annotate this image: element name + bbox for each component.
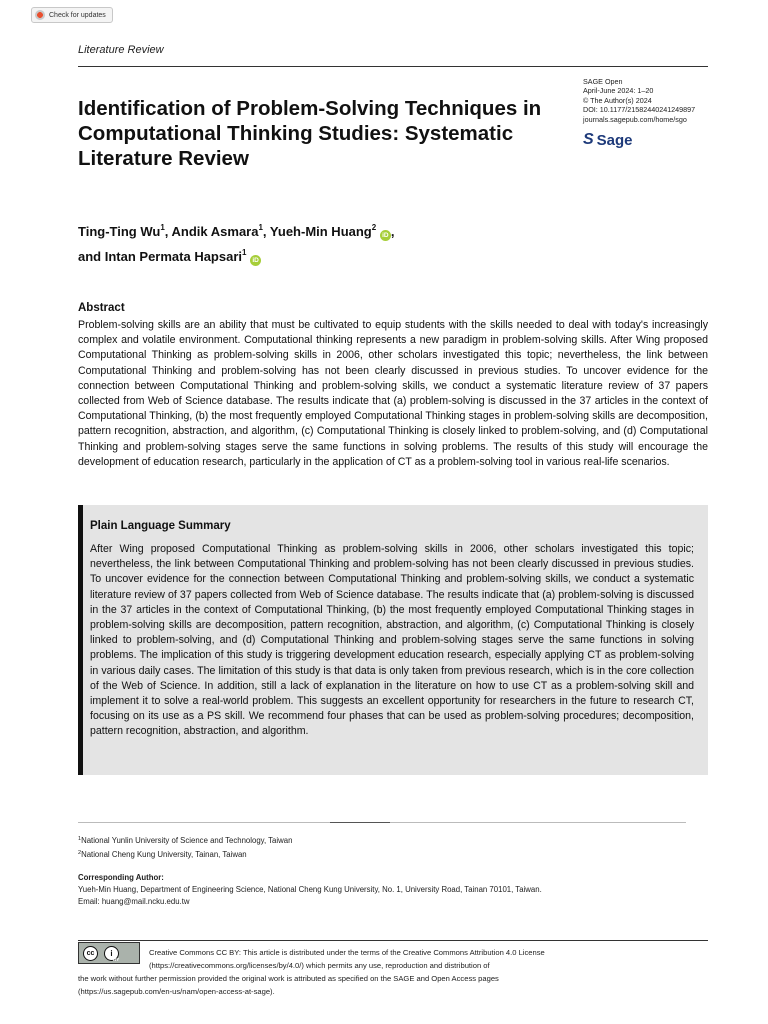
journal-doi[interactable]: DOI: 10.1177/21582440241249897	[583, 105, 696, 115]
license-link[interactable]: (https://us.sagepub.com/en-us/nam/open-access-at-sage).	[78, 987, 275, 996]
author-separator: ,	[262, 224, 270, 239]
author-separator: ,	[390, 224, 395, 239]
affiliation-item	[78, 833, 292, 847]
license-link[interactable]: (https://creativecommons.org/licenses/by/4.0/) which permits any use, reproduction and distribution of	[149, 961, 490, 970]
by-label: BY	[113, 957, 120, 962]
footnote-divider-accent	[330, 822, 390, 823]
sage-logo	[583, 131, 633, 149]
license-line: the work without further permission provided the original work is attributed as specified on the SAGE and Open Access pages	[78, 974, 499, 983]
author-affiliation-marker: 2	[371, 223, 377, 232]
journal-info	[583, 77, 695, 124]
author-conjunction: and	[78, 249, 105, 264]
sage-s-icon: S	[583, 131, 594, 148]
paper-title: Identification of Problem-Solving Techniques in Computational Thinking Studies: Systematic Literature Review	[78, 97, 542, 170]
author-separator: ,	[164, 224, 172, 239]
plain-language-summary-heading: Plain Language Summary	[90, 520, 231, 532]
orcid-icon[interactable]: iD	[380, 230, 391, 241]
corresponding-author-label: Corresponding Author:	[78, 873, 164, 882]
affiliation-item	[78, 847, 292, 861]
header-divider	[78, 66, 708, 67]
license-text	[78, 946, 708, 998]
corresponding-author-email[interactable]: Email: huang@mail.ncku.edu.tw	[78, 897, 190, 907]
author-name: Ting-Ting Wu	[78, 224, 161, 239]
author-name: Intan Permata Hapsari	[104, 249, 243, 264]
creative-commons-icon: cc	[83, 946, 98, 961]
check-for-updates-button[interactable]	[31, 7, 113, 23]
journal-issue: April-June 2024: 1–20	[583, 86, 654, 96]
article-type-label: Literature Review	[78, 44, 164, 56]
license-divider	[78, 940, 708, 941]
author-list	[78, 217, 498, 267]
journal-name: SAGE Open	[583, 77, 623, 86]
journal-url[interactable]: journals.sagepub.com/home/sgo	[583, 114, 687, 124]
orcid-icon[interactable]: iD	[250, 255, 261, 266]
author-affiliation-marker: 1	[258, 223, 263, 232]
author-affiliation-marker: 1	[242, 248, 247, 257]
affiliation-text: National Cheng Kung University, Tainan, Taiwan	[81, 850, 247, 860]
crossmark-icon	[35, 10, 45, 20]
sage-logo-text: Sage	[596, 131, 633, 149]
attribution-person-icon: i	[104, 946, 119, 961]
author-affiliation-marker: 1	[160, 223, 165, 232]
author-name: Andik Asmara	[171, 224, 259, 239]
corresponding-author-address: Yueh-Min Huang, Department of Engineering Science, National Cheng Kung University, No. 1, University Road, Tainan 70101, Taiwan.	[78, 885, 542, 895]
affiliation-text: National Yunlin University of Science and Technology, Taiwan	[81, 836, 293, 845]
check-for-updates-label: Check for updates	[49, 11, 106, 19]
plain-language-summary-body: After Wing proposed Computational Thinking as problem-solving skills in 2006, other scholars investigated this topic; nevertheless, the link between Computational Thinking and problem-solving has not been clearly discussed in previous studies. To uncover evidence for the connection between Computational Thinking and problem-solving skills, we conduct a systematic literature review of 37 papers collected from Web of Science database. The results indicate that (a) problem-solving is discussed in the 37 articles in the context of Computational Thinking, (b) the most frequently employed Computational Thinking stages in problem-solving skills are decomposition, pattern recognition, abstraction, and algorithm, (c) Computational Thinking is closely linked to problem-solving, and (d) Computational Thinking and problem-solving stages serve the same functions in solving problems. The implication of this study is triggering development education research, especially applying CT as problem-solving in various daily cases. The limitation of this study is that data is only taken from previous research, which is in the core collection of the Web of Science. In addition, still a lack of explanation in the literature on how to use CT as a problem-solving skill and implement it to solve a real-world problem. This suggests an excellent opportunity for researchers in the future to research CT, focusing on its use as a PS skill. We recommend four phases that can be used as problem-solving procedures; decomposition, pattern recognition, abstraction, and algorithm.	[90, 543, 694, 738]
corresponding-author	[78, 872, 542, 909]
author-name: Yueh-Min Huang	[269, 224, 372, 239]
abstract-heading: Abstract	[78, 302, 125, 314]
affiliations	[78, 833, 292, 862]
affiliation-number: 2	[78, 850, 82, 857]
abstract-body: Problem-solving skills are an ability that must be cultivated to equip students with the skills needed to deal with today's increasingly complex and volatile environment. Computational thinking represents a new paradigm in problem-solving skills. After Wing proposed Computational Thinking as problem-solving skills in 2006, other scholars investigated this topic; nevertheless, the link between Computational Thinking and problem-solving has not been clearly discussed in previous studies. To uncover evidence for the connection between Computational Thinking and problem-solving skills, we conduct a systematic literature review of 37 papers collected from Web of Science database. The results indicate that (a) problem-solving is discussed in the 37 articles in the context of Computational Thinking, (b) the most frequently employed Computational Thinking stages in problem-solving skills are decomposition, pattern recognition, abstraction, and algorithm, (c) Computational Thinking is closely linked to problem-solving, and (d) Computational Thinking and problem-solving stages serve the same functions in solving problems. The results of this study will encourage the development of education research, particularly in the application of CT as a problem-solving tool in various real-life scenarios.	[78, 319, 708, 468]
affiliation-number: 1	[78, 836, 82, 842]
license-line: Creative Commons CC BY: This article is distributed under the terms of the Creative Commons Attribution 4.0 License	[149, 948, 545, 957]
journal-copyright: © The Author(s) 2024	[583, 95, 652, 105]
